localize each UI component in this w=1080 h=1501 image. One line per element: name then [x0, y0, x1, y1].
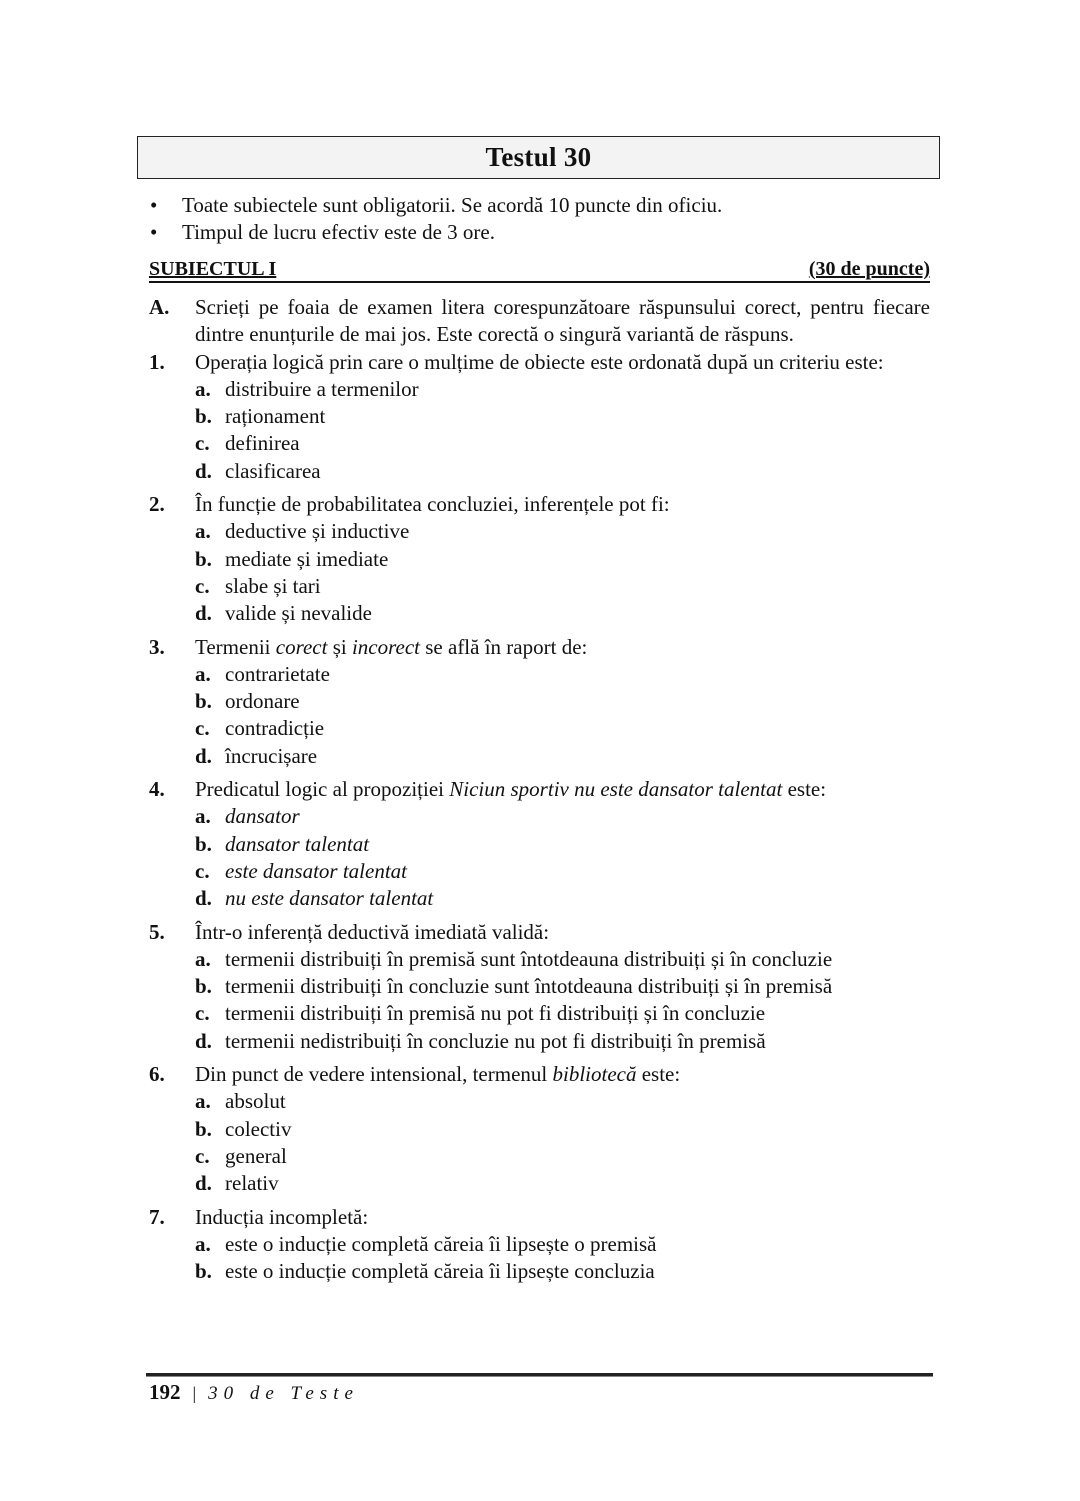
option: b. raționament [195, 404, 326, 429]
question-4: 4. Predicatul logic al propoziției Niciun sportiv nu este dansator talentat este: [149, 777, 827, 802]
instructions-list [148, 192, 938, 246]
test-title: Testul 30 [485, 142, 592, 172]
option: a. absolut [195, 1089, 286, 1114]
option: a. este o inducție completă căreia îi lipsește o premisă [195, 1231, 657, 1256]
footer-divider [146, 1373, 933, 1377]
option: c. general [195, 1143, 287, 1168]
question-6: 6. Din punct de vedere intensional, termenul bibliotecă este: [149, 1062, 681, 1087]
option: c. definirea [195, 431, 300, 456]
option: d. valide și nevalide [195, 601, 372, 626]
option: a. contrarietate [195, 661, 330, 686]
option: d. termenii nedistribuiți în concluzie nu pot fi distribuiți în premisă [195, 1028, 766, 1053]
bullet-icon: • [150, 220, 158, 244]
subject-points: (30 de puncte) [808, 258, 930, 280]
question-7: 7. Inducția incompletă: [149, 1204, 369, 1229]
option: b. este o inducție completă căreia îi lipsește concluzia [195, 1259, 655, 1284]
page-number: 192 [149, 1380, 181, 1404]
option: a. distribuire a termenilor [195, 376, 419, 401]
test-title-box [137, 136, 940, 179]
section-a-instructions: A. Scrieți pe foaia de examen litera corespunzătoare răspunsului corect, pentru fiecare dintre enunțurile de mai jos. Este corectă o singură variantă de răspuns. [149, 295, 930, 347]
option: a. deductive și inductive [195, 519, 410, 544]
option: c. termenii distribuiți în premisă nu pot fi distribuiți și în concluzie [195, 1001, 766, 1026]
option: a. termenii distribuiți în premisă sunt întotdeauna distribuiți și în concluzie [195, 946, 833, 971]
questions-section [149, 294, 930, 1285]
option: b. mediate și imediate [195, 546, 389, 571]
question-3: 3. Termenii corect și incorect se află în raport de: [149, 634, 588, 659]
question-1: 1. Operația logică prin care o mulțime de obiecte este ordonată după un criteriu este: [149, 349, 884, 374]
option: a. dansator [195, 804, 300, 829]
instruction-item: • Timpul de lucru efectiv este de 3 ore. [150, 220, 495, 244]
bullet-icon: • [150, 193, 158, 217]
option: d. clasificarea [195, 458, 321, 483]
option: b. dansator talentat [195, 831, 370, 856]
subject-label: SUBIECTUL I [149, 258, 277, 280]
option: d. încrucișare [195, 743, 318, 768]
option: c. contradicție [195, 716, 325, 741]
option: d. relativ [195, 1171, 279, 1196]
option: b. ordonare [195, 689, 300, 714]
question-2: 2. În funcție de probabilitatea concluziei, inferențele pot fi: [149, 492, 670, 517]
subject-heading [149, 255, 930, 283]
book-title: 30 de Teste [208, 1383, 359, 1404]
option: b. termenii distribuiți în concluzie sunt întotdeauna distribuiți și în premisă [195, 974, 833, 999]
option: b. colectiv [195, 1116, 292, 1141]
option: d. nu este dansator talentat [195, 886, 434, 911]
question-5: 5. Într-o inferență deductivă imediată validă: [149, 919, 550, 944]
option: c. slabe și tari [195, 573, 321, 598]
footer-separator: | [192, 1383, 197, 1403]
instruction-item: • Toate subiectele sunt obligatorii. Se acordă 10 puncte din oficiu. [150, 193, 723, 217]
option: c. este dansator talentat [195, 858, 407, 883]
page-footer [149, 1380, 359, 1405]
